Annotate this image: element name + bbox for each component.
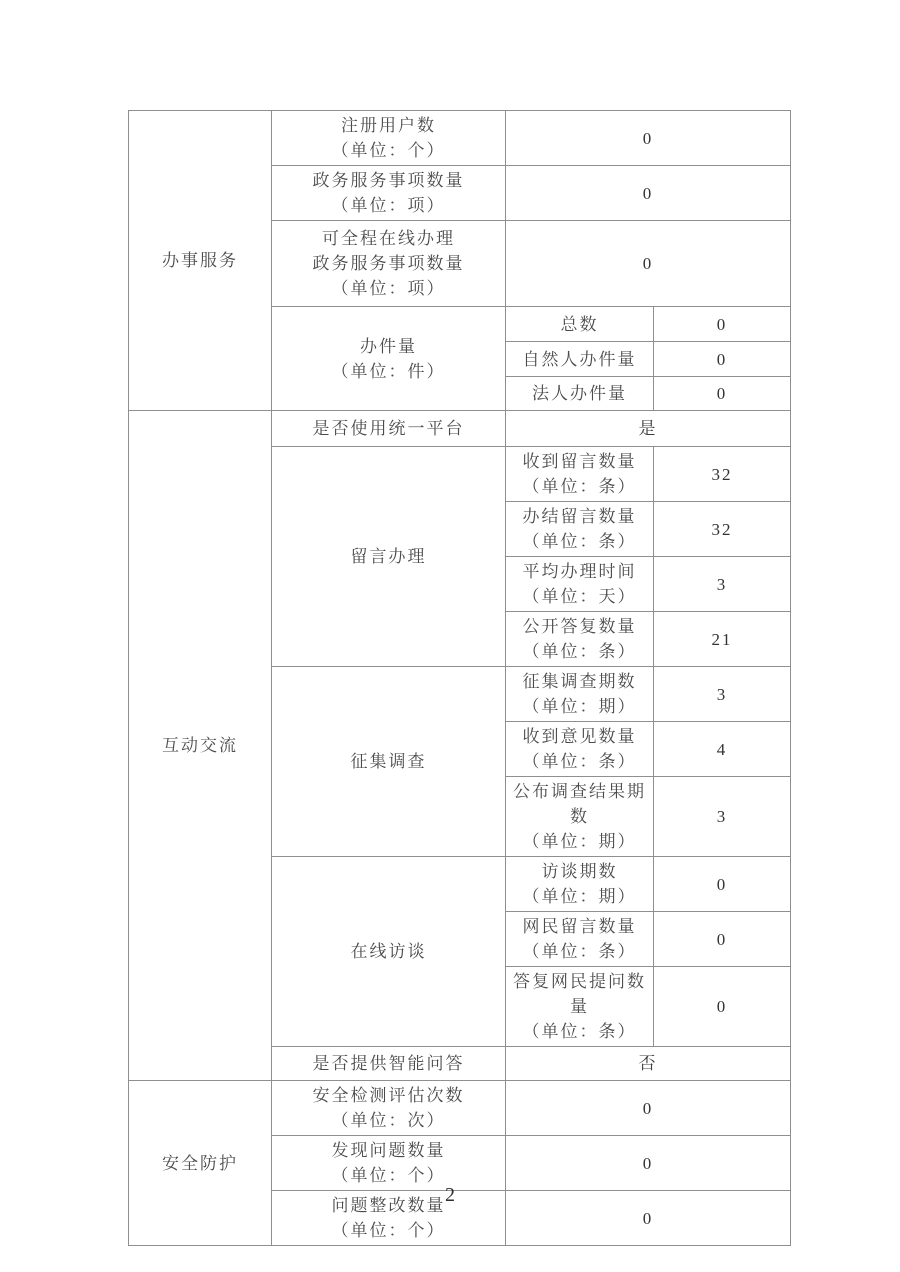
submetric-unit: （单位：期） [522,832,637,851]
category-label: 安全防护 [162,1153,238,1173]
submetric-value: 32 [654,447,791,502]
submetric-unit: （单位：条） [522,1022,637,1041]
metric-unit: （单位：个） [331,1166,446,1185]
metric-unit: （单位：个） [331,141,446,160]
metric-label: 政务服务事项数量 [312,254,465,273]
metric-label: 可全程在线办理 [322,229,455,248]
group-interview [272,857,506,1047]
metric-value: 0 [506,1081,791,1136]
submetric-value: 3 [654,667,791,722]
group-label: 办件量 [360,336,417,356]
submetric-label: 收到意见数量 （单位：条） [506,722,654,777]
metric-value: 是 [506,411,791,447]
group-message-handling [272,447,506,667]
submetric-label: 征集调查期数 （单位：期） [506,667,654,722]
group-survey [272,667,506,857]
submetric-label: 访谈期数 （单位：期） [506,857,654,912]
submetric-label: 办结留言数量 （单位：条） [506,502,654,557]
submetric-value: 0 [654,307,791,342]
metric-unit: （单位：项） [331,196,446,215]
submetric-unit: （单位：条） [522,477,637,496]
submetric-unit: （单位：条） [522,752,637,771]
submetric-label: 自然人办件量 [506,342,654,377]
submetric-unit: （单位：天） [522,587,637,606]
submetric-label: 收到留言数量 （单位：条） [506,447,654,502]
category-service [129,111,272,411]
statistics-table [128,110,791,1246]
metric-label: 注册用户数 [341,116,436,135]
submetric-label: 公布调查结果期数 （单位：期） [506,777,654,857]
metric-value: 0 [506,1136,791,1191]
metric-service-items [272,166,506,221]
metric-unit: （单位：次） [331,1111,446,1130]
submetric-label: 总数 [506,307,654,342]
group-case-volume [272,307,506,411]
table-row [129,1081,791,1136]
metric-security-checks [272,1081,506,1136]
submetric-unit: （单位：条） [522,642,637,661]
group-label: 留言办理 [350,547,427,566]
submetric-value: 3 [654,557,791,612]
submetric-label: 答复网民提问数量 （单位：条） [506,967,654,1047]
submetric-unit: （单位：条） [522,532,637,551]
submetric-unit: （单位：条） [522,942,637,961]
category-label: 互动交流 [162,736,238,755]
submetric-label: 网民留言数量 （单位：条） [506,912,654,967]
metric-value: 0 [506,221,791,307]
submetric-value: 0 [654,967,791,1047]
submetric-label: 法人办件量 [506,377,654,411]
submetric-label: 公开答复数量 （单位：条） [506,612,654,667]
submetric-value: 0 [654,377,791,411]
category-interaction [129,411,272,1081]
submetric-value: 32 [654,502,791,557]
metric-smart-qa: 是否提供智能问答 [272,1047,506,1081]
metric-label: 问题整改数量 [331,1196,446,1215]
metric-value: 0 [506,1191,791,1246]
page-number: 2 [445,1184,455,1206]
submetric-value: 0 [654,342,791,377]
metric-value: 否 [506,1047,791,1081]
metric-unit: （单位：个） [331,1221,446,1240]
metric-unified-platform: 是否使用统一平台 [272,411,506,447]
category-security [129,1081,272,1246]
metric-label: 安全检测评估次数 [312,1086,465,1105]
metric-value: 0 [506,111,791,166]
metric-label: 发现问题数量 [331,1141,446,1160]
submetric-value: 0 [654,857,791,912]
submetric-value: 21 [654,612,791,667]
metric-label: 政务服务事项数量 [312,171,465,190]
table-row [129,411,791,447]
category-label: 办事服务 [162,251,238,270]
table-row [129,111,791,166]
metric-value: 0 [506,166,791,221]
group-label: 征集调查 [350,752,427,771]
submetric-label: 平均办理时间 （单位：天） [506,557,654,612]
submetric-value: 3 [654,777,791,857]
metric-problems-found [272,1136,506,1191]
submetric-value: 0 [654,912,791,967]
metric-unit: （单位：项） [331,279,446,298]
metric-registered-users [272,111,506,166]
submetric-value: 4 [654,722,791,777]
metric-full-online-items [272,221,506,307]
submetric-unit: （单位：期） [522,697,637,716]
submetric-unit: （单位：期） [522,887,637,906]
group-label: 在线访谈 [350,942,427,961]
group-unit: （单位：件） [331,361,446,381]
